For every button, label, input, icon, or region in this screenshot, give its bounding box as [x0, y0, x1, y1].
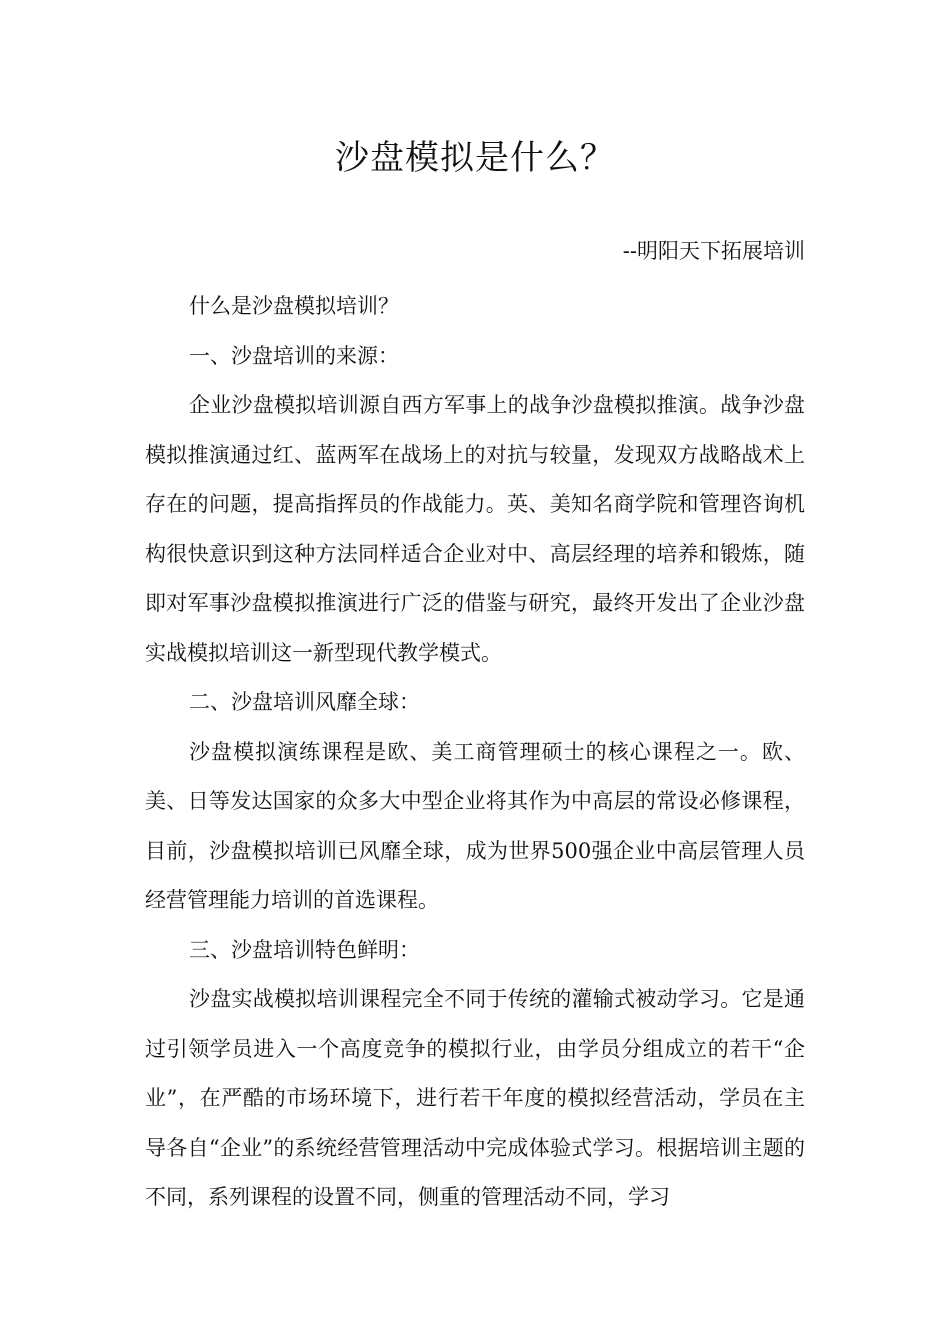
section-paragraph-1: 企业沙盘模拟培训源自西方军事上的战争沙盘模拟推演。战争沙盘模拟推演通过红、蓝两军在战场上的对抗与较量，发现双方战略战术上存在的问题，提高指挥员的作战能力。英、美知名商学院和管理咨询机构很快意识到这种方法同样适合企业对中、高层经理的培养和锻炼，随即对军事沙盘模拟推演进行广泛的借鉴与研究，最终开发出了企业沙盘实战模拟培训这一新型现代教学模式。 — [145, 393, 805, 665]
section-heading-2: 二、沙盘培训风靡全球： — [189, 690, 420, 714]
document-title: 沙盘模拟是什么？ — [335, 138, 615, 178]
document-byline: --明阳天下拓展培训 — [622, 239, 805, 263]
document-body — [145, 282, 805, 1223]
question-heading: 什么是沙盘模拟培训？ — [189, 294, 399, 318]
section-paragraph-2: 沙盘模拟演练课程是欧、美工商管理硕士的核心课程之一。欧、美、日等发达国家的众多大中型企业将其作为中高层的常设必修课程，目前，沙盘模拟培训已风靡全球，成为世界500强企业中高层管理人员经营管理能力培训的首选课程。 — [145, 739, 805, 912]
section-heading-3: 三、沙盘培训特色鲜明： — [189, 937, 420, 962]
section-heading-1: 一、沙盘培训的来源： — [189, 343, 399, 368]
section-paragraph-3: 沙盘实战模拟培训课程完全不同于传统的灌输式被动学习。它是通过引领学员进入一个高度竞争的模拟行业，由学员分组成立的若干“企业”，在严酷的市场环境下，进行若干年度的模拟经营活动，学员在主导各自“企业”的系统经营管理活动中完成体验式学习。根据培训主题的不同，系列课程的设置不同，侧重的管理活动不同，学习 — [145, 987, 805, 1209]
